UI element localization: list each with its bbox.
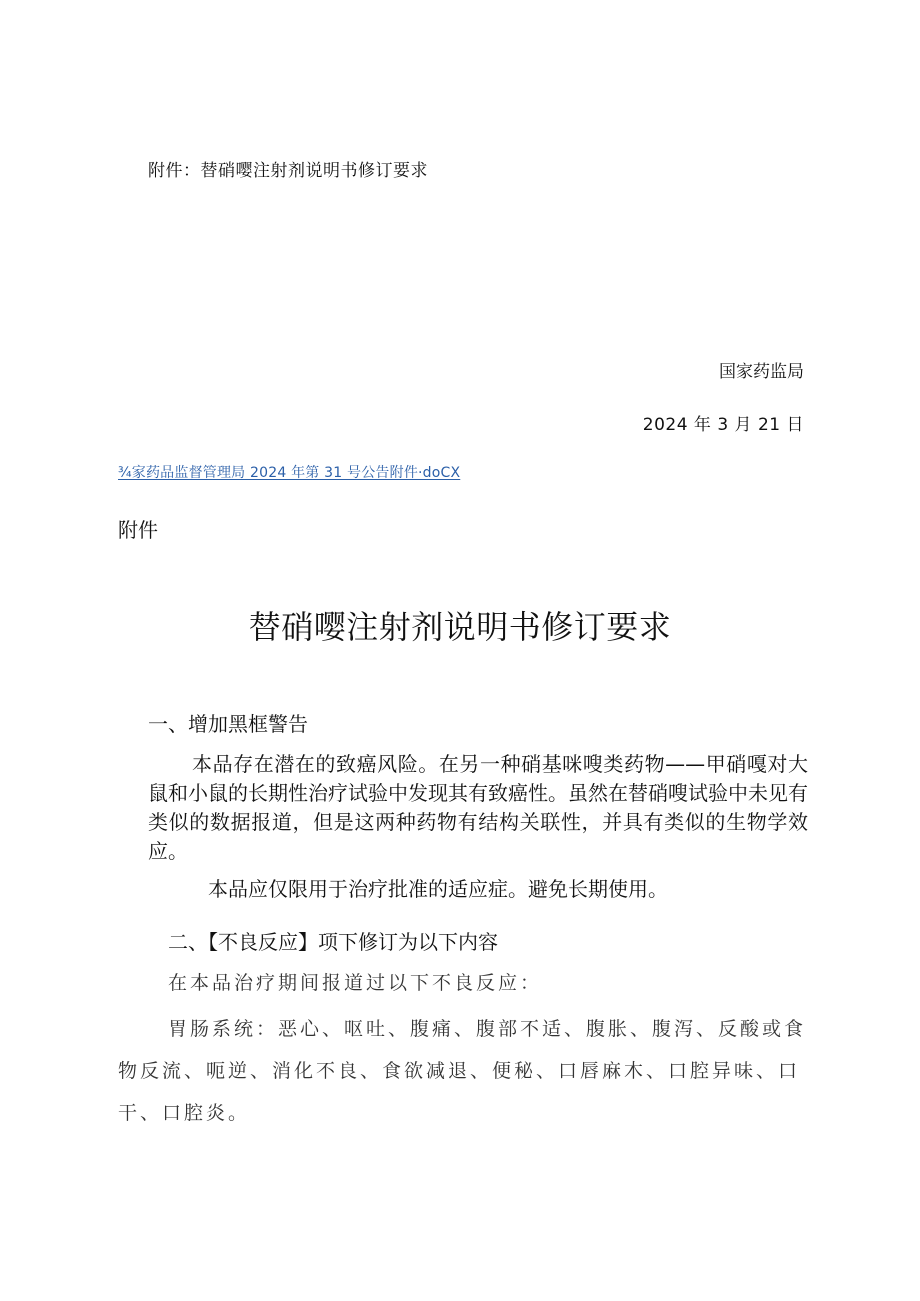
issuer-name: 国家药监局: [719, 362, 804, 382]
issue-date: 2024 年 3 月 21 日: [642, 415, 804, 435]
attachment-header-line: 附件：替硝嘤注射剂说明书修订要求: [148, 161, 428, 181]
section-1-heading: 一、增加黑框警告: [148, 712, 308, 736]
document-title: 替硝嘤注射剂说明书修订要求: [248, 608, 672, 646]
section-2-heading: 二、【不良反应】项下修订为以下内容: [168, 930, 498, 954]
document-link[interactable]: ¾家药品监督管理局 2024 年第 31 号公告附件·doCX: [118, 465, 461, 481]
usage-restriction-paragraph: 本品应仅限用于治疗批准的适应症。避免长期使用。: [208, 877, 668, 901]
adverse-reactions-intro: 在本品治疗期间报道过以下不良反应：: [168, 972, 543, 994]
attachment-label: 附件: [118, 518, 158, 542]
gastrointestinal-reactions-paragraph: 胃肠系统：恶心、呕吐、腹痛、腹部不适、腹胀、腹泻、反酸或食物反流、呃逆、消化不良、食欲减退、便秘、口唇麻木、口腔异味、口干、口腔炎。: [118, 1018, 807, 1124]
black-box-warning-paragraph: 本品存在潜在的致癌风险。在另一种硝基咪嗖类药物——甲硝嘎对大鼠和小鼠的长期性治疗试验中发现其有致癌性。虽然在替硝嗖试验中未见有类似的数据报道，但是这两种药物有结构关联性，并具有类似的生物学效应。: [148, 752, 808, 863]
